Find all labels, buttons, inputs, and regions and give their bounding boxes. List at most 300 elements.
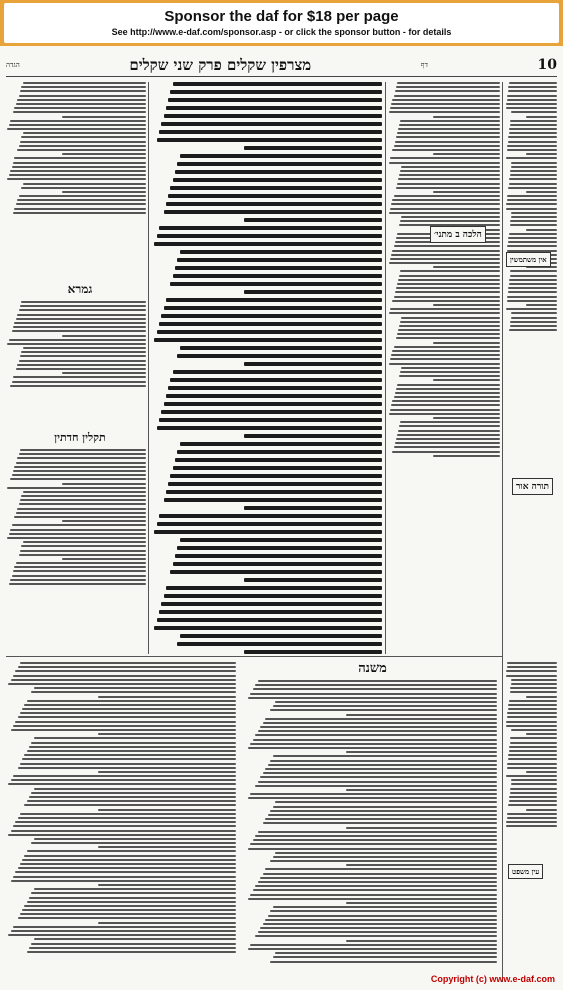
text-line: [31, 691, 236, 693]
text-lines: [6, 449, 146, 649]
text-line: [244, 362, 382, 366]
text-line: [7, 343, 146, 345]
text-line: [10, 385, 146, 387]
text-line: [159, 514, 382, 518]
text-line: [397, 183, 500, 185]
text-line: [511, 779, 557, 781]
text-line: [392, 250, 500, 252]
text-line: [244, 434, 382, 438]
text-line: [29, 746, 236, 748]
text-line: [177, 450, 382, 454]
text-line: [250, 693, 497, 695]
copyright-link[interactable]: Copyright (c) www.e-daf.com: [430, 974, 555, 984]
text-line: [392, 99, 500, 101]
text-line: [389, 111, 500, 113]
text-line: [164, 114, 383, 118]
text-line: [13, 876, 236, 878]
text-lines: [245, 680, 497, 980]
text-line: [250, 894, 497, 896]
text-line: [31, 742, 236, 744]
text-line: [400, 421, 500, 423]
text-line: [170, 90, 382, 94]
text-line: [508, 708, 557, 710]
text-line: [510, 742, 557, 744]
text-line: [346, 827, 497, 829]
text-line: [400, 270, 500, 272]
text-line: [506, 208, 557, 210]
text-line: [401, 367, 500, 369]
text-line: [510, 270, 557, 272]
text-line: [270, 709, 497, 711]
text-line: [394, 195, 500, 197]
text-line: [255, 734, 497, 736]
text-line: [433, 116, 500, 118]
text-line: [396, 187, 500, 189]
text-line: [401, 317, 500, 319]
text-line: [18, 867, 237, 869]
text-line: [15, 721, 236, 723]
text-line: [166, 298, 382, 302]
text-line: [511, 679, 557, 681]
text-line: [20, 712, 236, 714]
text-line: [263, 923, 497, 925]
text-line: [168, 482, 382, 486]
text-line: [509, 132, 557, 134]
text-line: [98, 733, 236, 735]
text-line: [260, 726, 497, 728]
text-line: [397, 434, 500, 436]
text-line: [13, 725, 236, 727]
text-line: [18, 666, 237, 668]
text-line: [10, 170, 146, 172]
text-line: [11, 930, 236, 932]
text-line: [510, 325, 557, 327]
text-line: [248, 948, 497, 950]
text-line: [20, 763, 236, 765]
left-commentary-bottom: [6, 449, 146, 649]
text-line: [392, 300, 500, 302]
text-line: [395, 442, 500, 444]
text-line: [23, 491, 146, 493]
text-line: [20, 550, 146, 552]
text-line: [275, 701, 497, 703]
text-line: [510, 174, 557, 176]
header-daf-label: דף: [420, 61, 428, 69]
text-line: [510, 687, 557, 689]
text-line: [15, 871, 236, 873]
text-line: [23, 541, 146, 543]
text-line: [507, 95, 557, 97]
text-line: [17, 199, 146, 201]
sponsor-title[interactable]: Sponsor the daf for $18 per page: [164, 8, 399, 25]
text-line: [398, 178, 500, 180]
text-line: [19, 145, 146, 147]
text-line: [433, 455, 500, 457]
text-line: [510, 321, 557, 323]
text-line: [19, 95, 146, 97]
text-line: [12, 330, 146, 332]
text-line: [394, 446, 500, 448]
text-line: [175, 266, 382, 270]
text-line: [248, 697, 497, 699]
text-line: [506, 103, 557, 105]
text-line: [396, 337, 500, 339]
text-line: [509, 283, 557, 285]
text-line: [12, 381, 146, 383]
text-line: [509, 178, 557, 180]
text-line: [161, 410, 382, 414]
text-line: [250, 843, 497, 845]
text-line: [180, 634, 382, 638]
text-line: [395, 141, 500, 143]
text-line: [19, 554, 146, 556]
text-line: [13, 470, 146, 472]
text-line: [255, 684, 497, 686]
torah-or-box: תורה אור: [512, 478, 553, 495]
text-line: [507, 817, 557, 819]
text-line: [391, 103, 500, 105]
text-line: [16, 318, 146, 320]
text-line: [177, 162, 382, 166]
text-line: [508, 141, 557, 143]
text-line: [389, 162, 500, 164]
text-line: [510, 224, 557, 226]
text-line: [23, 183, 146, 185]
text-line: [396, 438, 500, 440]
text-line: [258, 730, 497, 732]
text-line: [390, 308, 500, 310]
text-line: [506, 203, 557, 205]
text-line: [244, 650, 382, 654]
text-line: [173, 274, 382, 278]
text-line: [244, 506, 382, 510]
margin-notes: [505, 82, 557, 652]
text-line: [157, 330, 382, 334]
text-line: [397, 82, 500, 84]
text-line: [248, 797, 497, 799]
text-line: [506, 821, 557, 823]
text-line: [391, 254, 500, 256]
text-line: [526, 116, 557, 118]
text-line: [13, 376, 146, 378]
text-line: [273, 856, 497, 858]
text-line: [17, 99, 146, 101]
sponsor-subtitle[interactable]: See http://www.e-daf.com/sponsor.asp - or click the sponsor button - for details: [111, 27, 452, 37]
text-line: [507, 716, 557, 718]
text-line: [509, 233, 557, 235]
text-line: [248, 747, 497, 749]
text-line: [273, 755, 497, 757]
text-line: [173, 178, 382, 182]
text-line: [433, 191, 500, 193]
text-line: [510, 124, 557, 126]
text-line: [509, 128, 557, 130]
text-line: [511, 111, 557, 113]
text-line: [14, 208, 146, 210]
text-line: [397, 384, 500, 386]
text-line: [244, 290, 382, 294]
text-line: [391, 203, 500, 205]
text-line: [510, 170, 557, 172]
text-line: [15, 821, 236, 823]
text-line: [391, 354, 500, 356]
text-line: [157, 234, 382, 238]
section-title-gemara: גמרא: [67, 282, 93, 296]
text-line: [509, 329, 557, 331]
text-line: [258, 680, 497, 682]
text-line: [20, 355, 146, 357]
text-line: [506, 775, 557, 777]
text-line: [19, 195, 146, 197]
text-line: [509, 746, 557, 748]
text-line: [268, 915, 497, 917]
text-line: [506, 725, 557, 727]
text-line: [11, 830, 236, 832]
page-header: [6, 54, 557, 77]
text-line: [511, 317, 557, 319]
text-line: [507, 767, 557, 769]
text-line: [154, 242, 382, 246]
sponsor-banner-inner[interactable]: [4, 3, 559, 43]
text-line: [175, 170, 382, 174]
text-line: [509, 700, 557, 702]
text-line: [511, 166, 557, 168]
text-line: [265, 718, 497, 720]
lower-left-commentary: [6, 662, 236, 982]
sponsor-banner[interactable]: [0, 0, 563, 46]
text-line: [433, 304, 500, 306]
text-line: [98, 809, 236, 811]
text-line: [400, 321, 500, 323]
text-line: [173, 466, 382, 470]
text-line: [20, 141, 146, 143]
text-line: [7, 537, 146, 539]
text-line: [168, 386, 382, 390]
text-line: [270, 760, 497, 762]
left-commentary-top: [6, 82, 146, 282]
text-line: [62, 483, 146, 485]
text-line: [34, 788, 236, 790]
text-line: [397, 283, 500, 285]
text-line: [154, 626, 382, 630]
text-line: [11, 729, 236, 731]
text-line: [180, 346, 382, 350]
text-line: [16, 203, 146, 205]
text-line: [13, 162, 146, 164]
text-line: [21, 136, 146, 138]
text-line: [253, 889, 497, 891]
text-line: [511, 783, 557, 785]
text-line: [27, 951, 236, 953]
text-line: [275, 801, 497, 803]
right-commentary: [388, 82, 500, 654]
text-line: [13, 111, 146, 113]
text-line: [397, 132, 500, 134]
text-line: [507, 195, 557, 197]
text-line: [98, 771, 236, 773]
text-line: [526, 771, 557, 773]
text-line: [24, 754, 236, 756]
text-line: [164, 498, 383, 502]
text-line: [268, 814, 497, 816]
text-line: [10, 120, 146, 122]
text-line: [168, 98, 382, 102]
text-line: [24, 905, 236, 907]
text-line: [166, 106, 382, 110]
text-line: [31, 792, 236, 794]
text-line: [346, 864, 497, 866]
text-line: [180, 538, 382, 542]
text-line: [31, 842, 236, 844]
text-line: [12, 166, 146, 168]
text-line: [34, 737, 236, 739]
text-line: [8, 783, 236, 785]
text-line: [506, 825, 557, 827]
text-line: [399, 174, 500, 176]
text-line: [526, 191, 557, 193]
text-line: [389, 262, 500, 264]
text-line: [21, 301, 146, 303]
text-line: [506, 675, 557, 677]
text-line: [394, 145, 500, 147]
text-line: [273, 956, 497, 958]
text-line: [509, 183, 557, 185]
text-line: [19, 309, 146, 311]
text-line: [8, 934, 236, 936]
text-line: [508, 237, 557, 239]
text-line: [258, 931, 497, 933]
text-line: [526, 696, 557, 698]
text-line: [13, 675, 236, 677]
text-line: [20, 813, 236, 815]
text-line: [399, 425, 500, 427]
text-line: [346, 940, 497, 942]
text-lines: [388, 82, 500, 654]
text-line: [400, 371, 500, 373]
text-line: [164, 210, 383, 214]
text-line: [511, 216, 557, 218]
text-line: [392, 451, 500, 453]
column-divider: [385, 82, 386, 654]
main-gemara-text: [152, 82, 382, 654]
text-line: [7, 178, 146, 180]
text-line: [509, 800, 557, 802]
text-line: [275, 952, 497, 954]
text-line: [22, 909, 236, 911]
text-line: [180, 250, 382, 254]
text-line: [173, 370, 382, 374]
ein-mishpat-label: עין משפט: [508, 864, 543, 879]
text-line: [34, 888, 236, 890]
text-line: [248, 898, 497, 900]
text-line: [507, 296, 557, 298]
text-line: [389, 212, 500, 214]
text-line: [27, 850, 236, 852]
text-line: [22, 708, 236, 710]
text-line: [396, 86, 500, 88]
text-line: [16, 562, 146, 564]
text-line: [14, 322, 146, 324]
text-line: [173, 82, 382, 86]
text-line: [22, 859, 236, 861]
text-line: [175, 458, 382, 462]
text-line: [16, 103, 146, 105]
text-line: [177, 546, 382, 550]
text-line: [21, 351, 146, 353]
text-line: [13, 326, 146, 328]
left-commentary-mid: [6, 301, 146, 431]
text-line: [170, 378, 382, 382]
text-line: [511, 683, 557, 685]
text-line: [10, 478, 146, 480]
text-line: [258, 781, 497, 783]
text-line: [180, 154, 382, 158]
text-line: [11, 679, 236, 681]
text-line: [27, 750, 236, 752]
text-line: [346, 902, 497, 904]
page-number: 10: [537, 57, 557, 73]
text-line: [507, 813, 557, 815]
text-line: [260, 776, 497, 778]
text-line: [31, 943, 236, 945]
text-line: [511, 312, 557, 314]
text-line: [398, 128, 500, 130]
text-line: [510, 788, 557, 790]
text-line: [11, 779, 236, 781]
text-line: [390, 157, 500, 159]
text-line: [511, 162, 557, 164]
text-line: [399, 275, 500, 277]
text-line: [170, 474, 382, 478]
text-line: [13, 570, 146, 572]
text-line: [14, 566, 146, 568]
text-line: [396, 388, 500, 390]
text-line: [253, 688, 497, 690]
text-line: [159, 610, 382, 614]
text-line: [244, 146, 382, 150]
text-line: [399, 124, 500, 126]
text-line: [9, 124, 146, 126]
right-column-label: אין משתמשין: [506, 252, 551, 267]
text-line: [161, 602, 382, 606]
header-title: מצרפין שקלים פרק שני שקלים: [129, 55, 312, 74]
halacha-box: הלכה ב מתני׳: [430, 226, 486, 243]
text-line: [62, 335, 146, 337]
text-line: [62, 520, 146, 522]
text-line: [31, 892, 236, 894]
text-line: [250, 743, 497, 745]
text-line: [511, 729, 557, 731]
text-line: [161, 122, 382, 126]
text-line: [258, 831, 497, 833]
text-line: [98, 846, 236, 848]
text-line: [506, 721, 557, 723]
text-line: [17, 149, 146, 151]
text-line: [18, 817, 237, 819]
text-line: [170, 186, 382, 190]
text-line: [389, 413, 500, 415]
text-line: [260, 927, 497, 929]
text-line: [511, 212, 557, 214]
text-line: [507, 300, 557, 302]
text-line: [508, 136, 557, 138]
text-line: [34, 687, 236, 689]
text-line: [392, 350, 500, 352]
text-line: [18, 716, 237, 718]
text-line: [19, 453, 146, 455]
text-line: [255, 935, 497, 937]
text-line: [20, 913, 236, 915]
